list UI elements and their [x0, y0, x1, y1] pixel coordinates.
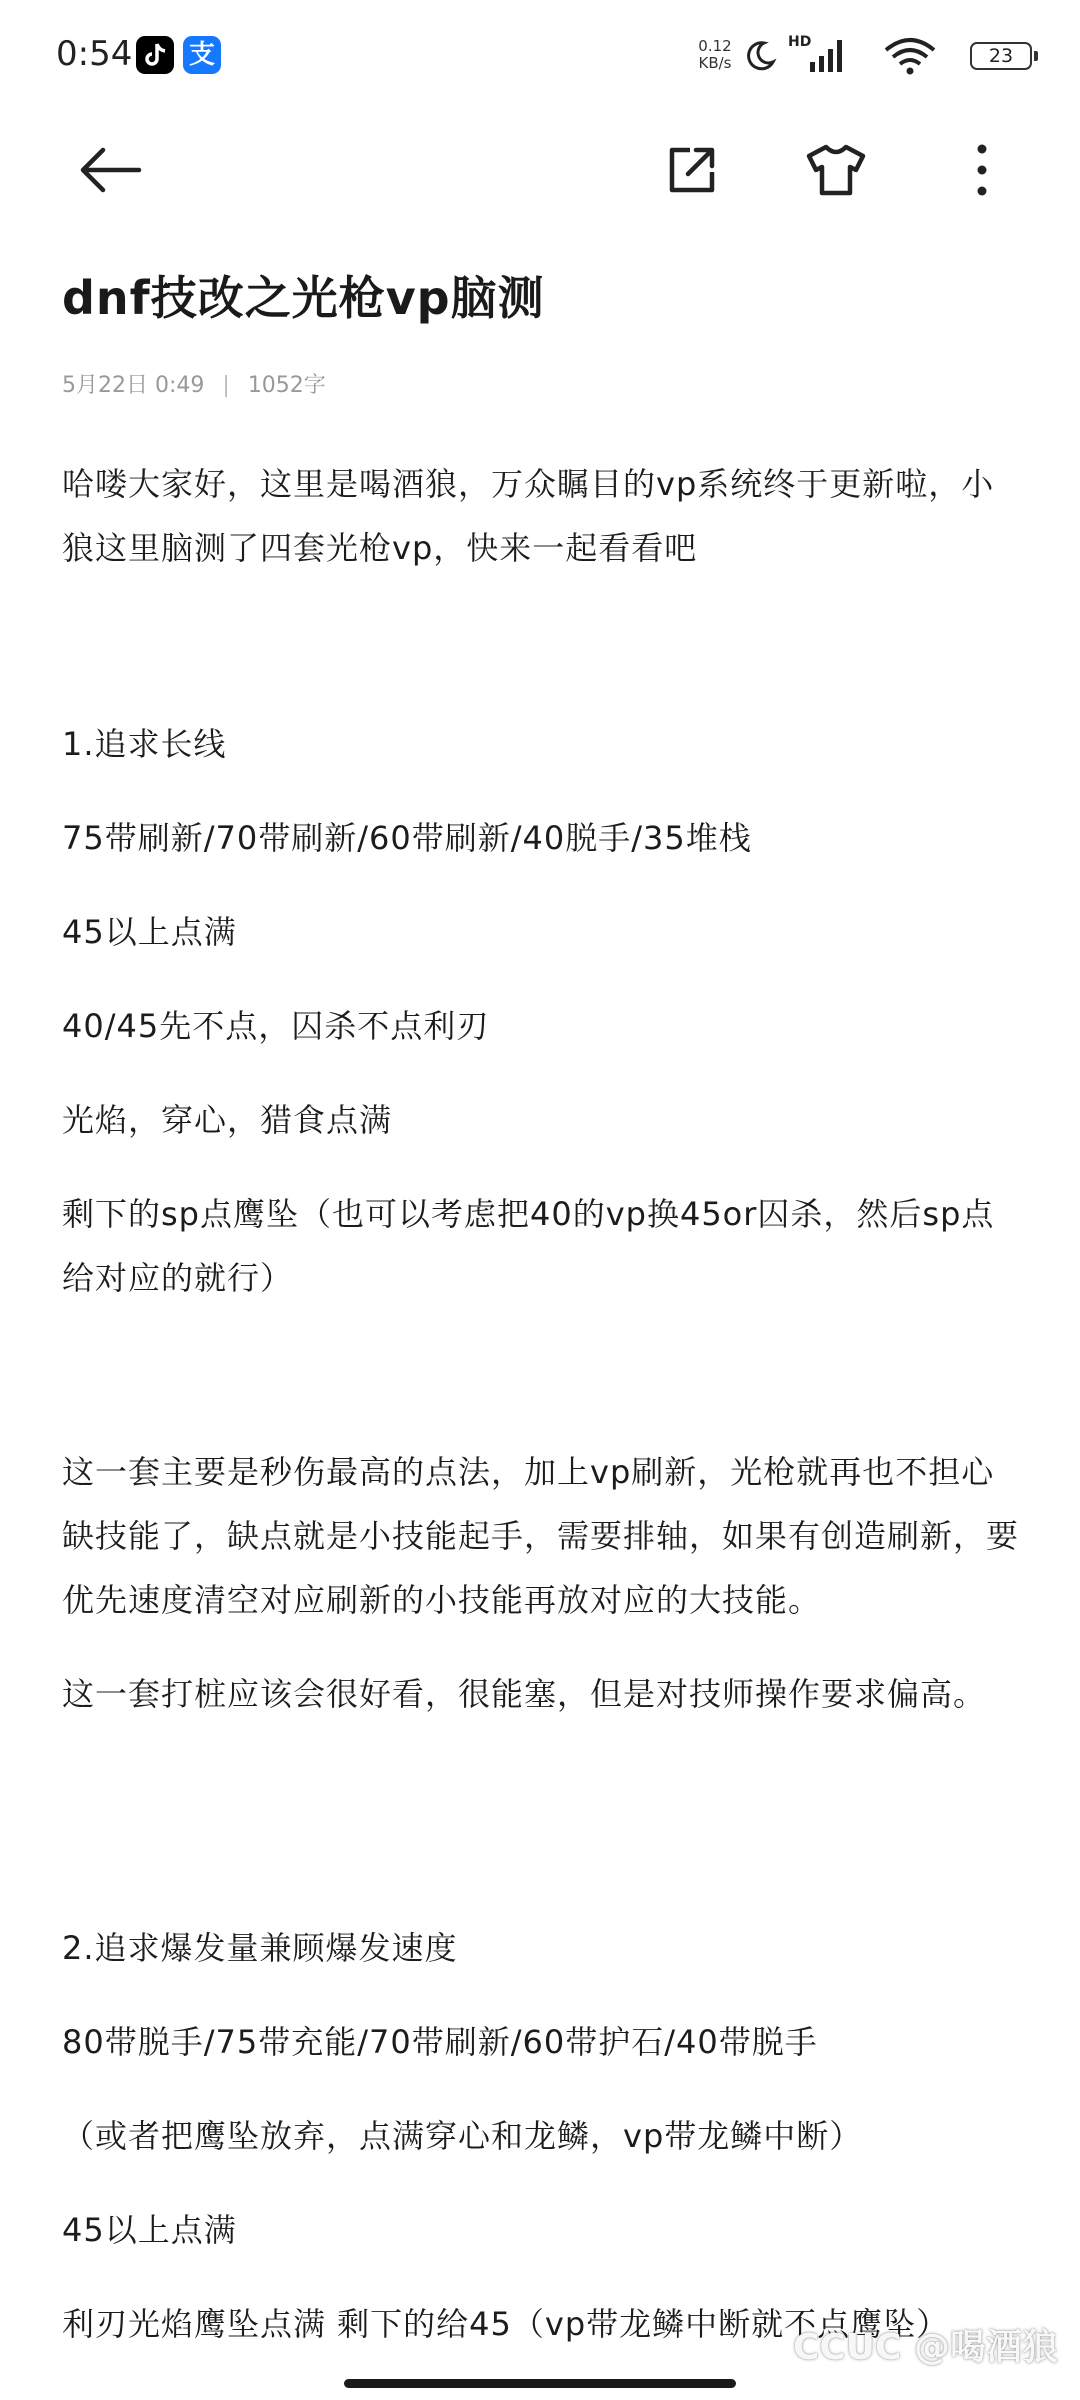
wifi-icon	[880, 36, 940, 76]
more-vertical-icon	[972, 142, 992, 198]
paragraph: 80带脱手/75带充能/70带刷新/60带护石/40带脱手	[62, 2023, 818, 2061]
paragraph: 剩下的sp点鹰坠（也可以考虑把40的vp换45or囚杀，然后sp点给对应的就行）	[62, 1195, 995, 1297]
battery-icon	[970, 42, 1040, 72]
alipay-icon: 支	[183, 36, 221, 74]
section-heading: 1.追求长线	[62, 725, 227, 763]
back-arrow-icon	[75, 145, 145, 195]
paragraph: 这一套打桩应该会很好看，很能塞，但是对技师操作要求偏高。	[62, 1675, 987, 1713]
section-heading: 2.追求爆发量兼顾爆发速度	[62, 1929, 458, 1967]
signal-icon	[788, 36, 852, 74]
article-date: 5月22日 0:49	[62, 373, 205, 398]
status-bar	[0, 0, 1080, 110]
battery-tip	[1034, 51, 1038, 61]
paragraph: 75带刷新/70带刷新/60带刷新/40脱手/35堆栈	[62, 819, 752, 857]
net-speed-value: 0.12	[698, 37, 732, 55]
paragraph: 光焰，穿心，猎食点满	[62, 1101, 393, 1139]
watermark: CCUC @喝酒狼	[792, 2327, 1058, 2368]
article-word-count: 1052字	[247, 373, 326, 398]
tiktok-icon	[136, 36, 174, 74]
battery-level: 23	[970, 42, 1032, 70]
net-speed-unit: KB/s	[698, 54, 732, 72]
status-time: 0:54	[56, 34, 133, 74]
status-indicators	[640, 30, 1040, 80]
paragraph: （或者把鹰坠放弃，点满穿心和龙鳞，vp带龙鳞中断）	[62, 2117, 863, 2155]
paragraph: 这一套主要是秒伤最高的点法，加上vp刷新，光枪就再也不担心缺技能了，缺点就是小技能起手，需要排轴，如果有创造刷新，要优先速度清空对应刷新的小技能再放对应的大技能。	[62, 1453, 1020, 1619]
toolbar	[0, 120, 1080, 220]
article-meta	[62, 368, 326, 399]
tshirt-icon	[805, 142, 867, 198]
paragraph: 哈喽大家好，这里是喝酒狼，万众瞩目的vp系统终于更新啦，小狼这里脑测了四套光枪vp，快来一起看看吧	[62, 465, 995, 567]
moon-icon	[742, 38, 778, 74]
more-button[interactable]	[942, 130, 1022, 210]
paragraph: 利刃光焰鹰坠点满 剩下的给45（vp带龙鳞中断就不点鹰坠）	[62, 2305, 950, 2343]
article-title: dnf技改之光枪vp脑测	[62, 271, 545, 325]
paragraph: 40/45先不点，囚杀不点利刃	[62, 1007, 490, 1045]
paragraph: 45以上点满	[62, 913, 237, 951]
theme-button[interactable]	[796, 130, 876, 210]
share-icon	[664, 142, 720, 198]
signal-hd-label: HD	[788, 34, 812, 50]
back-button[interactable]	[70, 130, 150, 210]
home-indicator[interactable]	[344, 2379, 736, 2388]
net-speed	[695, 38, 735, 72]
meta-divider: |	[222, 373, 230, 398]
paragraph: 45以上点满	[62, 2211, 237, 2249]
share-button[interactable]	[652, 130, 732, 210]
